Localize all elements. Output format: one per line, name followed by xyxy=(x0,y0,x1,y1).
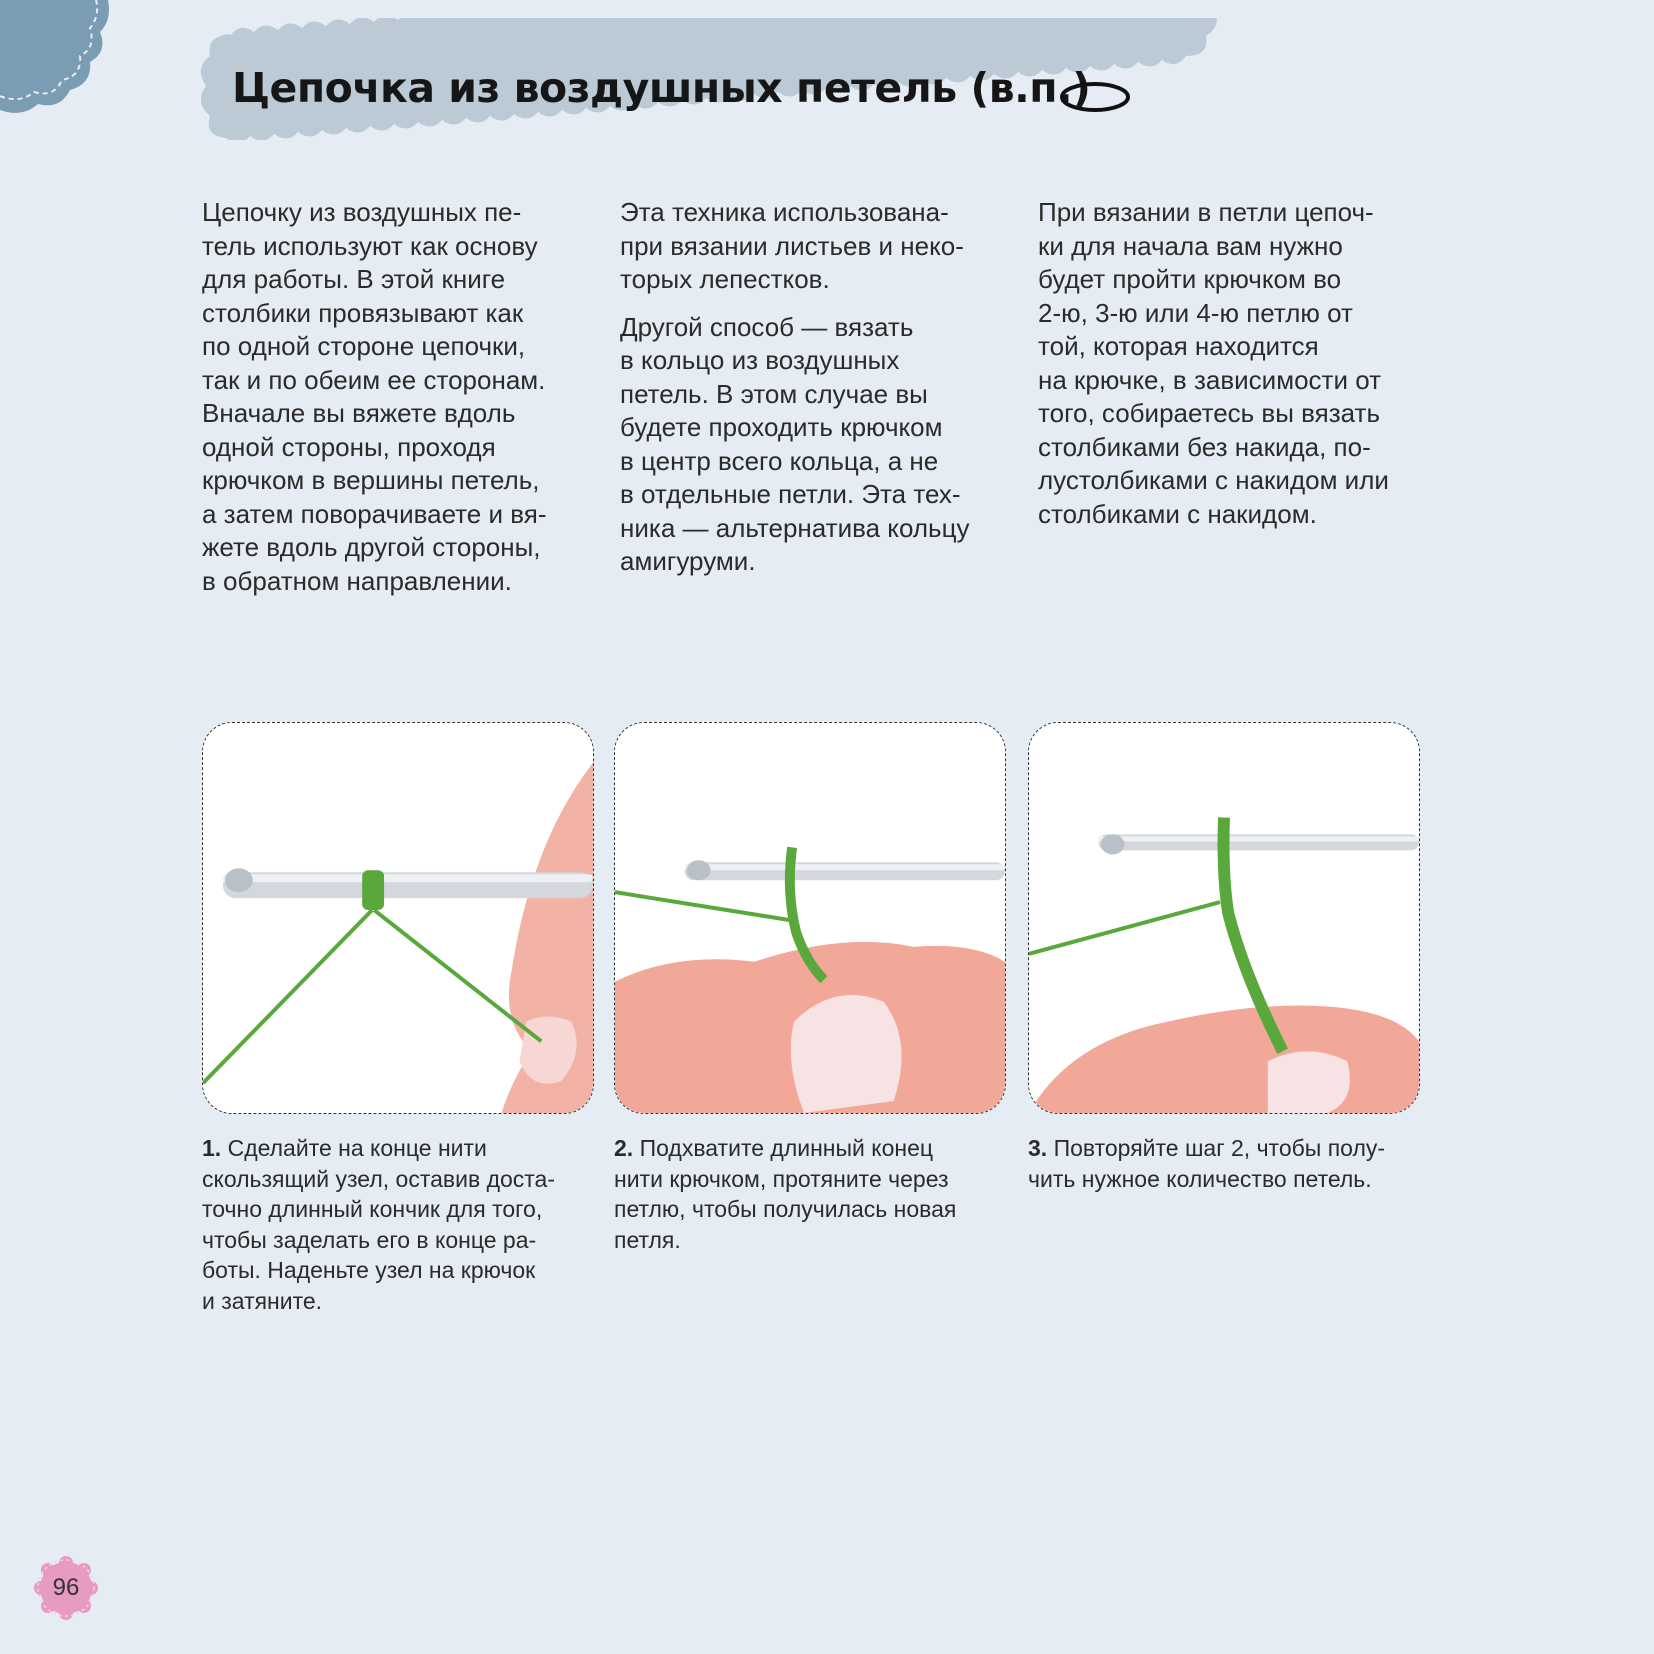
step-text: Сделайте на конце нити скользящий узел, оставив доста- точно длинный кончик для того, чтобы заделать его в конце ра- боты. Наденьте узел на крючок и затяните. xyxy=(202,1135,556,1314)
page-number: 96 xyxy=(52,1574,80,1601)
step-1-caption xyxy=(202,1133,602,1316)
step-number: 2. xyxy=(614,1135,634,1161)
paragraph: Цепочку из воздушных пе- тель используют как основу для работы. В этой книге столбики провязывают как по одной стороне цепочки, так и по обеим ее сторонам. Вначале вы вяжете вдоль одной стороны, проходя крючком в вершины петель, а затем поворачиваете и вя- жете вдоль другой стороны, в обратном направлении. xyxy=(202,197,547,596)
title-banner xyxy=(190,18,1220,140)
step-2-photo xyxy=(614,722,1006,1114)
step-number: 3. xyxy=(1028,1135,1048,1161)
text-column-2 xyxy=(620,196,1000,593)
text-column-3 xyxy=(1038,196,1438,545)
paragraph: Эта техника использована- при вязании листьев и неко- торых лепестков. xyxy=(620,197,964,294)
paragraph: Другой способ — вязать в кольцо из воздушных петель. В этом случае вы будете проходить крючком в центр всего кольца, а не в отдельные петли. Эта тех- ника — альтернатива кольцу амигуруми. xyxy=(620,311,970,576)
step-text: Повторяйте шаг 2, чтобы полу- чить нужное количество петель. xyxy=(1028,1135,1386,1192)
step-1-photo xyxy=(202,722,594,1114)
step-3-illustration xyxy=(1029,723,1419,1113)
page-title: Цепочка из воздушных петель (в.п.) xyxy=(232,64,1091,112)
step-2-illustration xyxy=(615,723,1005,1113)
step-1-illustration xyxy=(203,723,593,1113)
corner-cloud-decoration xyxy=(0,0,120,120)
step-text: Подхватите длинный конец нити крючком, протяните через петлю, чтобы получилась новая петля. xyxy=(614,1135,957,1253)
step-3-caption xyxy=(1028,1133,1428,1194)
text-column-1 xyxy=(202,196,582,612)
step-3-photo xyxy=(1028,722,1420,1114)
step-number: 1. xyxy=(202,1135,222,1161)
oval-icon xyxy=(1058,80,1132,114)
step-2-caption xyxy=(614,1133,1014,1255)
paragraph: При вязании в петли цепоч- ки для начала вам нужно будет пройти крючком во 2-ю, 3-ю или 4-ю петлю от той, которая находится на крючке, в зависимости от того, собираетесь вы вязать столбиками без накида, по- лустолбиками с накидом или столбиками с накидом. xyxy=(1038,197,1389,529)
